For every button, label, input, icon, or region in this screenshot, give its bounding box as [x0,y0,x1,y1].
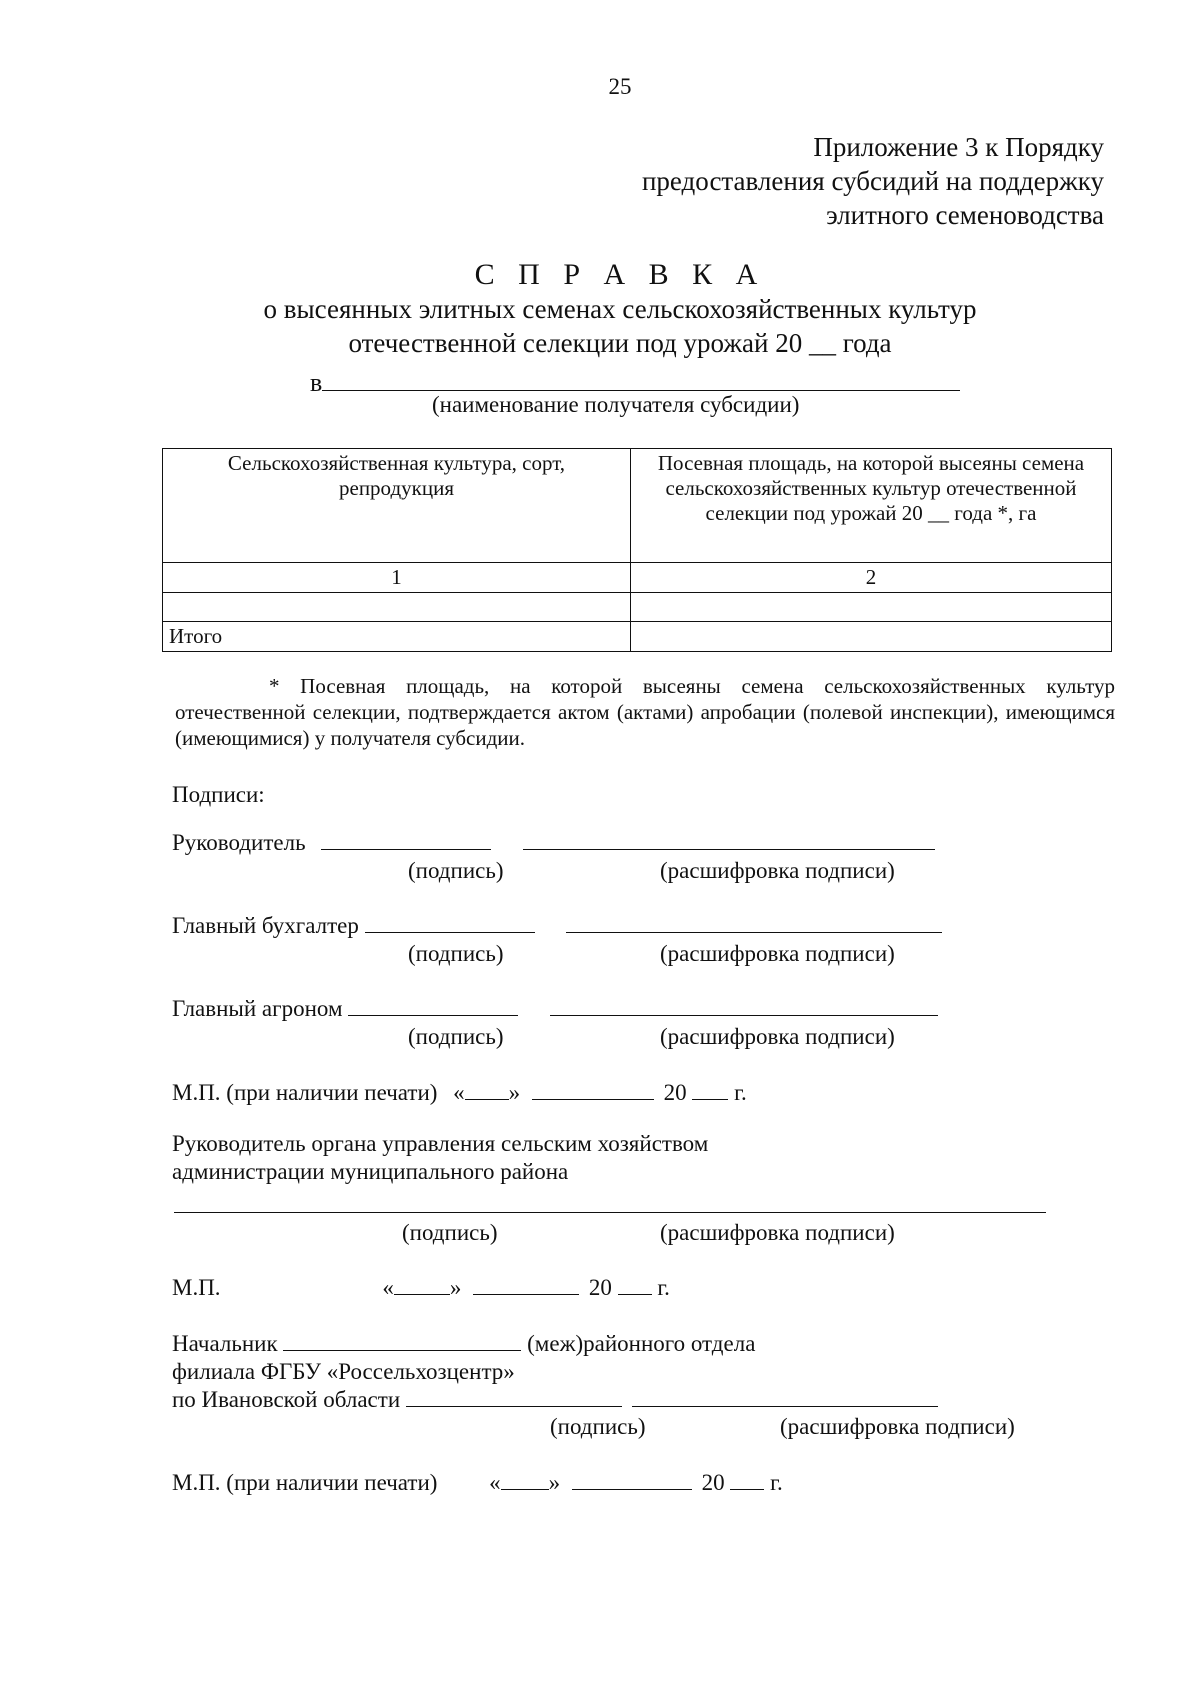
stamp-date-line-3 [172,1470,783,1496]
table-row [163,593,1112,622]
subtitle-line-2: отечественной селекции под урожай 20 __ года [348,328,892,358]
month-blank [532,1099,654,1100]
document-title: С П Р А В К А [474,258,766,291]
agronomist-decoding-line [550,1015,938,1016]
day-blank [394,1294,450,1295]
table-header-row [163,449,1112,563]
head-signature-caption: (подпись) [408,858,504,883]
table-total-label: Итого [163,622,631,652]
agronomist-signature-line [348,1015,518,1016]
chief-region-label: по Ивановской области [172,1387,401,1412]
agri-head-line-1: Руководитель органа управления сельским хозяйством [172,1131,709,1156]
chief-line-1 [172,1330,938,1358]
agri-head-title [172,1130,708,1186]
chief-decoding-caption: (расшифровка подписи) [780,1414,1015,1439]
head-role-label: Руководитель [172,830,306,855]
day-blank [501,1489,549,1490]
agri-head-line-2: администрации муниципального района [172,1159,569,1184]
appendix-line-3: элитного семеноводства [826,200,1104,230]
chief-decoding-line [632,1406,938,1407]
table-cell-area [631,593,1112,622]
year-suffix: г. [734,1080,747,1105]
accountant-decoding-caption: (расшифровка подписи) [660,941,895,966]
stamp-date-line-2 [172,1275,670,1301]
recipient-blank-line [322,390,960,391]
chief-department-label: (меж)районного отдела [527,1331,756,1356]
head-decoding-line [523,849,935,850]
footnote: * Посевная площадь, на которой высеяны семена сельскохозяйственных культур отечественной селекции, подтверждается актом (актами) апробации (полевой инспекции), имеющимся (имеющимися) у получателя субсидии. [175,674,1115,750]
quote-open: « [382,1275,394,1300]
agronomist-role-label: Главный агроном [172,996,343,1021]
chief-signature-line [406,1406,622,1407]
agri-head-signature-caption: (подпись) [402,1220,498,1245]
quote-open: « [453,1080,465,1105]
subtitle-line-1: о высеянных элитных семенах сельскохозяйственных культур [263,294,977,324]
year-prefix: 20 [663,1080,687,1105]
chief-line-2: филиала ФГБУ «Россельхозцентр» [172,1359,515,1384]
year-blank [730,1489,764,1490]
year-blank [618,1294,652,1295]
chief-role-label: Начальник [172,1331,278,1356]
chief-line-3 [172,1386,938,1414]
table-header-area: Посевная площадь, на которой высеяны семена сельскохозяйственных культур отечественной селекции под урожай 20 __ года *, га [631,449,1112,563]
year-suffix: г. [657,1275,670,1300]
recipient-caption: (наименование получателя субсидии) [432,392,800,417]
head-signature-block [172,830,935,856]
year-blank [692,1099,728,1100]
accountant-signature-block [172,913,942,939]
accountant-role-label: Главный бухгалтер [172,913,359,938]
accountant-signature-caption: (подпись) [408,941,504,966]
quote-close: » [548,1470,561,1495]
stamp-label-plain: М.П. [172,1275,221,1300]
quote-open: « [489,1470,501,1495]
agri-head-signature-line [174,1212,1046,1213]
agronomist-signature-caption: (подпись) [408,1024,504,1049]
head-decoding-caption: (расшифровка подписи) [660,858,895,883]
appendix-line-1: Приложение 3 к Порядку [813,132,1104,162]
chief-name-blank [283,1350,521,1351]
recipient-prefix: в [310,368,323,397]
accountant-decoding-line [566,932,942,933]
table-total-row [163,622,1112,652]
day-blank [465,1099,509,1100]
appendix-header [642,130,1104,232]
signatures-label: Подписи: [172,782,265,807]
table-cell-crop [163,593,631,622]
seed-table [162,448,1112,652]
chief-signature-caption: (подпись) [550,1414,646,1439]
agronomist-signature-block [172,996,938,1022]
chief-signature-block [172,1330,938,1414]
head-signature-line [321,849,491,850]
table-number-row [163,563,1112,593]
year-prefix: 20 [588,1275,612,1300]
year-suffix: г. [770,1470,783,1495]
agri-head-decoding-caption: (расшифровка подписи) [660,1220,895,1245]
quote-close: » [508,1080,521,1105]
stamp-label: М.П. (при наличии печати) [172,1470,438,1495]
table-col-number-2: 2 [631,563,1112,593]
page-number: 25 [608,74,632,99]
table-header-crop: Сельскохозяйственная культура, сорт, репродукция [163,449,631,563]
month-blank [473,1294,579,1295]
quote-close: » [449,1275,462,1300]
table-col-number-1: 1 [163,563,631,593]
month-blank [572,1489,692,1490]
stamp-date-line-1 [172,1080,747,1106]
table-total-value [631,622,1112,652]
stamp-label: М.П. (при наличии печати) [172,1080,438,1105]
accountant-signature-line [365,932,535,933]
agronomist-decoding-caption: (расшифровка подписи) [660,1024,895,1049]
appendix-line-2: предоставления субсидий на поддержку [641,166,1104,196]
document-subtitle [0,292,1200,360]
year-prefix: 20 [701,1470,725,1495]
